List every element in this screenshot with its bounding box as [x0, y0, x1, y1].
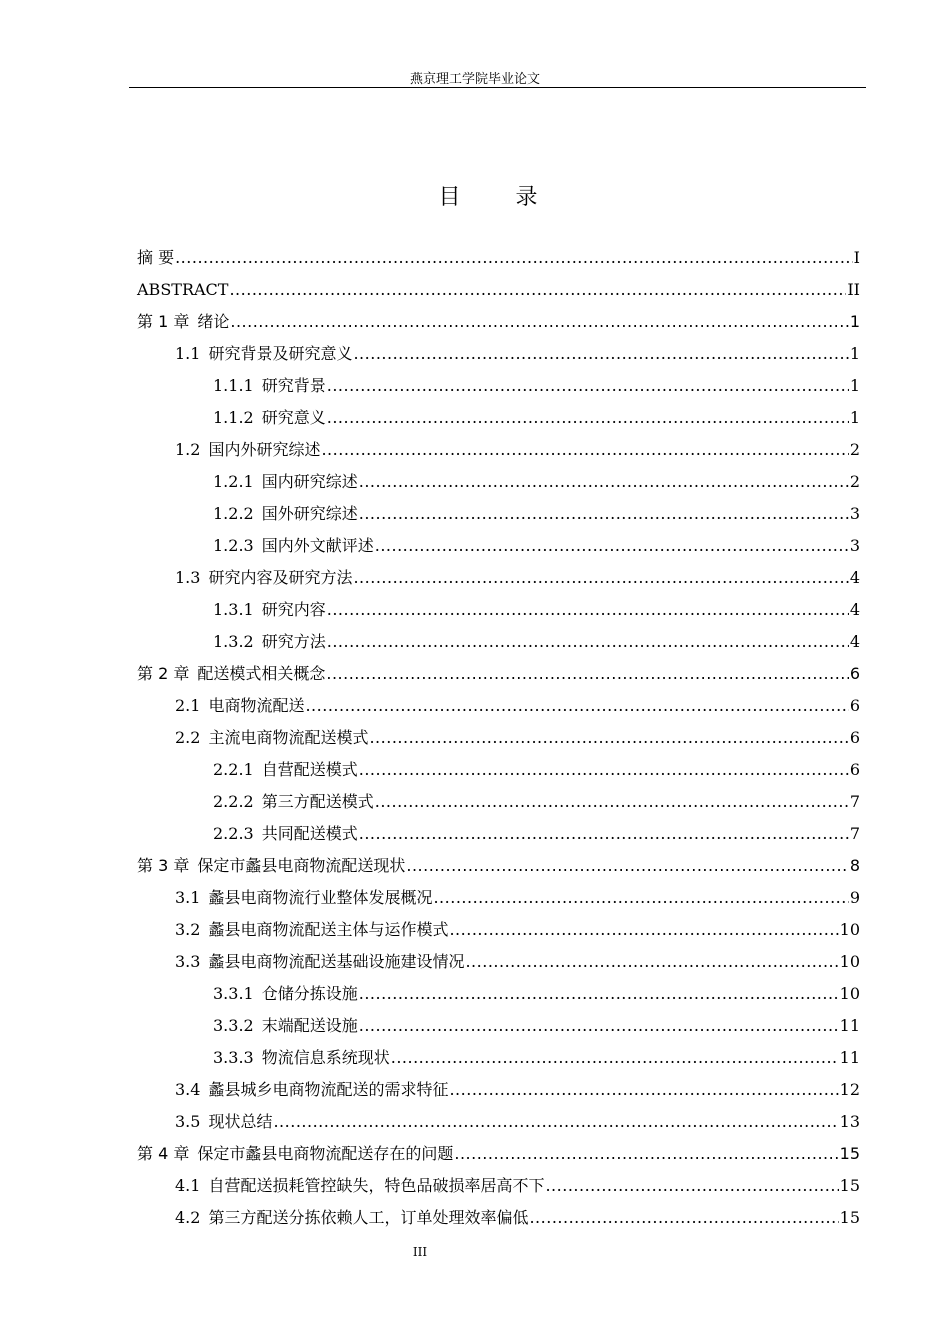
toc-entry-number: 2.1 — [175, 696, 201, 715]
toc-entry-page: 1 — [849, 408, 860, 427]
toc-entry-number: 1.2.1 — [213, 472, 254, 491]
toc-entry[interactable] — [137, 1042, 860, 1074]
toc-entry-number: 2.2.2 — [213, 792, 254, 811]
toc-entry-label: 配送模式相关概念 — [197, 664, 326, 683]
toc-entry-page: 10 — [839, 920, 860, 939]
toc-entry-page: 10 — [839, 952, 860, 971]
toc-entry-page: 1 — [849, 312, 860, 331]
toc-entry-page: 4 — [849, 568, 860, 587]
toc-entry-label: 绪论 — [197, 312, 230, 331]
dot-leader — [353, 562, 848, 594]
toc-entry-label: 研究背景及研究意义 — [208, 344, 353, 363]
toc-entry[interactable] — [137, 1170, 860, 1202]
toc-entry[interactable] — [137, 562, 860, 594]
dot-leader — [327, 402, 849, 434]
toc-entry[interactable] — [137, 786, 860, 818]
toc-entry-page: 7 — [849, 792, 860, 811]
dot-leader — [229, 274, 846, 306]
toc-entry[interactable] — [137, 370, 860, 402]
toc-entry-number: 1.3.1 — [213, 600, 254, 619]
toc-entry-page: 11 — [839, 1048, 860, 1067]
toc-entry-label: 蠡县城乡电商物流配送的需求特征 — [208, 1080, 449, 1099]
toc-title: 目 录 — [438, 185, 562, 210]
dot-leader — [359, 498, 849, 530]
toc-entry[interactable] — [137, 242, 860, 274]
toc-entry[interactable] — [137, 1202, 860, 1234]
toc-entry-label: 共同配送模式 — [261, 824, 358, 843]
toc-entry-label: 第三方配送模式 — [261, 792, 374, 811]
toc-entry-label: 研究意义 — [261, 408, 326, 427]
toc-entry-number: 1.3 — [175, 568, 201, 587]
toc-entry[interactable] — [137, 690, 860, 722]
toc-entry-page: 6 — [849, 664, 860, 683]
dot-leader — [327, 370, 849, 402]
dot-leader — [406, 850, 848, 882]
toc-entry[interactable] — [137, 946, 860, 978]
page-number: III — [412, 1245, 428, 1259]
dot-leader — [327, 626, 849, 658]
toc-entry-label: 保定市蠡县电商物流配送存在的问题 — [197, 1144, 454, 1163]
dot-leader — [327, 594, 849, 626]
toc-entry-number: 1.2 — [175, 440, 201, 459]
toc-entry-label: 物流信息系统现状 — [261, 1048, 390, 1067]
toc-entry[interactable] — [137, 1074, 860, 1106]
toc-entry-page: 4 — [849, 632, 860, 651]
toc-entry[interactable] — [137, 882, 860, 914]
toc-entry-page: 2 — [849, 440, 860, 459]
toc-entry[interactable] — [137, 658, 860, 690]
toc-entry-page: II — [847, 280, 860, 299]
toc-entry[interactable] — [137, 850, 860, 882]
toc-entry-number: 第 4 章 — [137, 1144, 190, 1163]
toc-entry-number: 3.3.3 — [213, 1048, 254, 1067]
toc-entry[interactable] — [137, 978, 860, 1010]
header-rule — [129, 87, 866, 88]
toc-entry-label: 保定市蠡县电商物流配送现状 — [197, 856, 406, 875]
dot-leader — [359, 818, 849, 850]
toc-entry-page: 9 — [849, 888, 860, 907]
toc-entry[interactable] — [137, 754, 860, 786]
toc-entry[interactable] — [137, 594, 860, 626]
dot-leader — [449, 914, 838, 946]
dot-leader — [326, 658, 848, 690]
toc-entry-label: 蠡县电商物流行业整体发展概况 — [208, 888, 433, 907]
toc-entry[interactable] — [137, 1138, 860, 1170]
toc-entry-page: I — [853, 248, 860, 267]
toc-entry-label: 蠡县电商物流配送基础设施建设情况 — [208, 952, 465, 971]
toc-entry[interactable] — [137, 818, 860, 850]
toc-entry-page: 6 — [849, 696, 860, 715]
table-of-contents — [137, 242, 860, 1234]
toc-entry-page: 11 — [839, 1016, 860, 1035]
toc-entry-number: 3.4 — [175, 1080, 201, 1099]
dot-leader — [545, 1170, 838, 1202]
toc-entry-page: 3 — [849, 504, 860, 523]
dot-leader — [230, 306, 848, 338]
toc-entry[interactable] — [137, 626, 860, 658]
dot-leader — [353, 338, 848, 370]
toc-entry-number: 2.2.1 — [213, 760, 254, 779]
toc-entry-page: 8 — [849, 856, 860, 875]
toc-entry-label: 研究背景 — [261, 376, 326, 395]
toc-entry[interactable] — [137, 498, 860, 530]
dot-leader — [359, 754, 849, 786]
toc-entry-page: 4 — [849, 600, 860, 619]
toc-entry-label: 仓储分拣设施 — [261, 984, 358, 1003]
toc-entry[interactable] — [137, 306, 860, 338]
toc-entry-number: 3.3.2 — [213, 1016, 254, 1035]
dot-leader — [375, 530, 849, 562]
toc-entry-number: 第 2 章 — [137, 664, 190, 683]
toc-entry-page: 15 — [839, 1208, 860, 1227]
dot-leader — [465, 946, 838, 978]
dot-leader — [305, 690, 848, 722]
toc-entry-label: 主流电商物流配送模式 — [208, 728, 369, 747]
toc-entry[interactable] — [137, 338, 860, 370]
toc-entry[interactable] — [137, 434, 860, 466]
toc-entry-number: 3.1 — [175, 888, 201, 907]
dot-leader — [454, 1138, 838, 1170]
toc-entry-label: 自营配送模式 — [261, 760, 358, 779]
toc-entry[interactable] — [137, 1010, 860, 1042]
toc-entry-page: 7 — [849, 824, 860, 843]
toc-entry[interactable] — [137, 274, 860, 306]
toc-entry-number: 1.1 — [175, 344, 201, 363]
toc-entry-number: 1.2.3 — [213, 536, 254, 555]
dot-leader — [175, 242, 853, 274]
toc-entry-number: 第 1 章 — [137, 312, 190, 331]
toc-entry-number: 1.1.2 — [213, 408, 254, 427]
toc-entry-label: 国内研究综述 — [261, 472, 358, 491]
toc-entry-page: 12 — [839, 1080, 860, 1099]
dot-leader — [529, 1202, 838, 1234]
toc-entry-label: 现状总结 — [208, 1112, 273, 1131]
toc-entry[interactable] — [137, 914, 860, 946]
toc-entry-number: 4.2 — [175, 1208, 201, 1227]
dot-leader — [359, 466, 849, 498]
dot-leader — [449, 1074, 838, 1106]
toc-entry-label: 摘 要 — [137, 248, 175, 267]
toc-entry-number: 3.3.1 — [213, 984, 254, 1003]
dot-leader — [433, 882, 848, 914]
toc-entry-label: 蠡县电商物流配送主体与运作模式 — [208, 920, 449, 939]
toc-entry[interactable] — [137, 466, 860, 498]
toc-entry[interactable] — [137, 530, 860, 562]
toc-entry-label: ABSTRACT — [137, 280, 229, 299]
dot-leader — [321, 434, 848, 466]
dot-leader — [273, 1106, 838, 1138]
dot-leader — [375, 786, 849, 818]
toc-entry-page: 2 — [849, 472, 860, 491]
toc-entry-label: 研究内容及研究方法 — [208, 568, 353, 587]
toc-entry-page: 1 — [849, 376, 860, 395]
dot-leader — [359, 1010, 839, 1042]
toc-entry-number: 3.3 — [175, 952, 201, 971]
toc-entry-number: 2.2 — [175, 728, 201, 747]
dot-leader — [359, 978, 839, 1010]
running-header: 燕京理工学院毕业论文 — [409, 72, 540, 87]
toc-entry-page: 1 — [849, 344, 860, 363]
toc-entry-label: 国外研究综述 — [261, 504, 358, 523]
toc-entry-number: 1.2.2 — [213, 504, 254, 523]
toc-entry-page: 15 — [839, 1144, 860, 1163]
toc-entry-number: 1.3.2 — [213, 632, 254, 651]
toc-entry-page: 6 — [849, 728, 860, 747]
dot-leader — [391, 1042, 839, 1074]
toc-entry-label: 国内外研究综述 — [208, 440, 321, 459]
toc-entry[interactable] — [137, 722, 860, 754]
toc-entry-label: 研究内容 — [261, 600, 326, 619]
toc-entry-page: 15 — [839, 1176, 860, 1195]
toc-entry-number: 1.1.1 — [213, 376, 254, 395]
toc-entry-number: 第 3 章 — [137, 856, 190, 875]
toc-entry-number: 4.1 — [175, 1176, 201, 1195]
toc-entry-label: 研究方法 — [261, 632, 326, 651]
toc-entry-page: 10 — [839, 984, 860, 1003]
toc-entry[interactable] — [137, 1106, 860, 1138]
toc-entry-page: 3 — [849, 536, 860, 555]
toc-entry[interactable] — [137, 402, 860, 434]
toc-entry-label: 末端配送设施 — [261, 1016, 358, 1035]
toc-entry-number: 2.2.3 — [213, 824, 254, 843]
toc-entry-number: 3.5 — [175, 1112, 201, 1131]
toc-entry-label: 自营配送损耗管控缺失，特色品破损率居高不下 — [208, 1176, 545, 1195]
dot-leader — [369, 722, 848, 754]
toc-entry-label: 第三方配送分拣依赖人工，订单处理效率偏低 — [208, 1208, 529, 1227]
toc-entry-label: 电商物流配送 — [208, 696, 305, 715]
toc-entry-number: 3.2 — [175, 920, 201, 939]
toc-entry-label: 国内外文献评述 — [261, 536, 374, 555]
toc-entry-page: 13 — [839, 1112, 860, 1131]
toc-entry-page: 6 — [849, 760, 860, 779]
